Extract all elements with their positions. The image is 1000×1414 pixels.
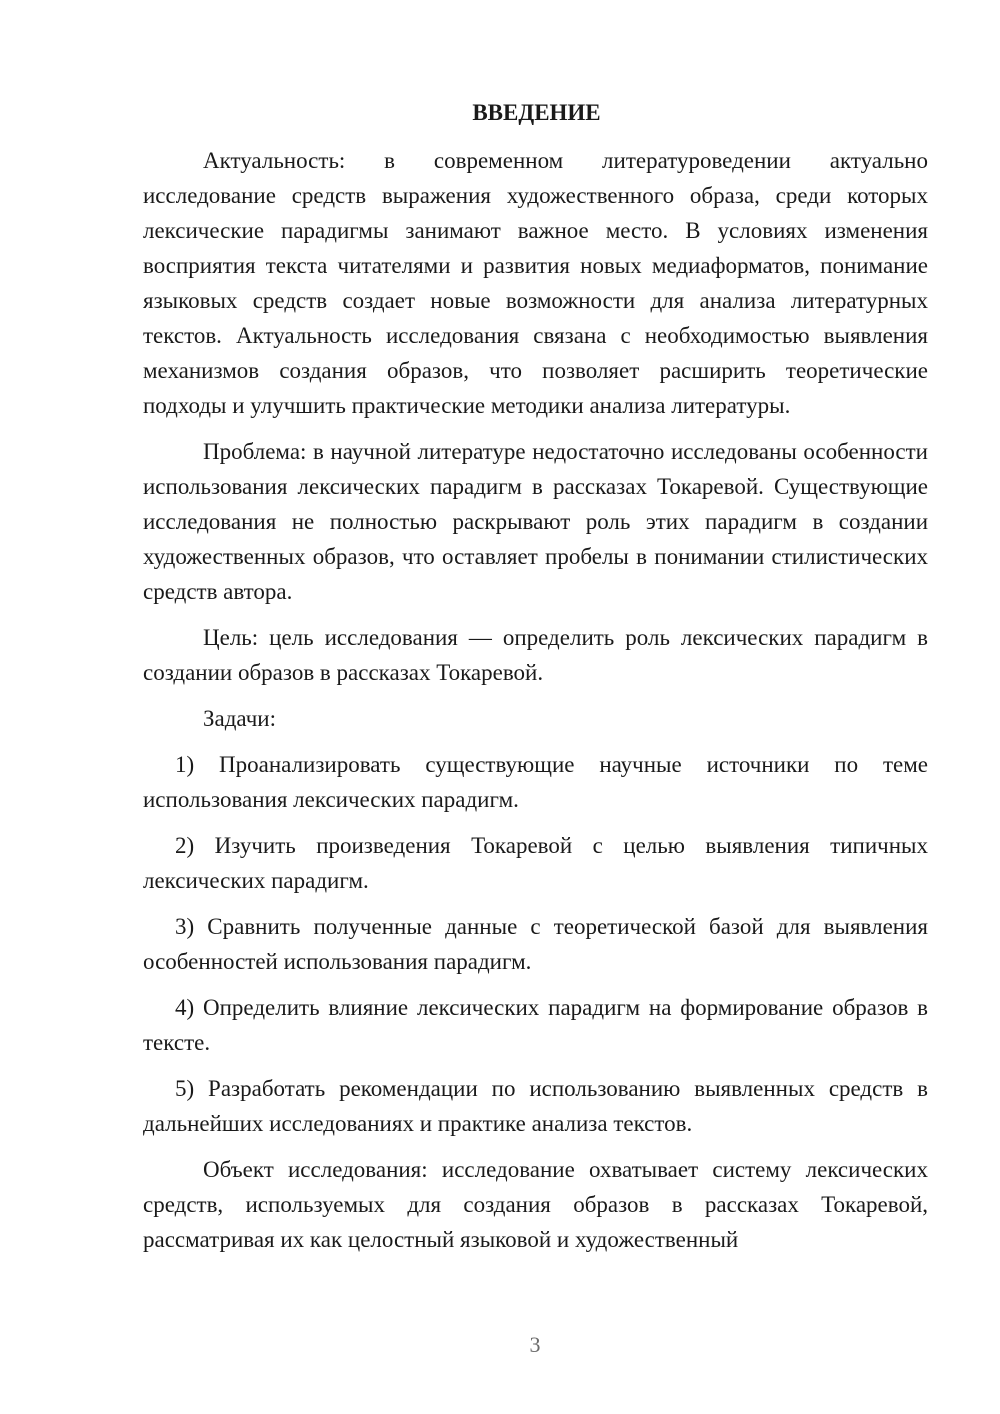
task-item-5: 5) Разработать рекомендации по использованию выявленных средств в дальнейших исследованиях и практике анализа текстов. [143,1076,928,1136]
page-number: 3 [529,1332,541,1357]
task-item-2: 2) Изучить произведения Токаревой с целью выявления типичных лексических парадигм. [143,833,928,893]
object-paragraph: Объект исследования: исследование охватывает систему лексических средств, используемых для создания образов в рассказах Токаревой, рассматривая их как целостный языковой и художественный [143,1157,928,1252]
problem-paragraph: Проблема: в научной литературе недостаточно исследованы особенности использования лексических парадигм в рассказах Токаревой. Существующие исследования не полностью раскрывают роль этих парадигм в создании художественных образов, что оставляет пробелы в понимании стилистических средств автора. [143,439,928,604]
page-body [143,95,928,1268]
task-item-3: 3) Сравнить полученные данные с теоретической базой для выявления особенностей использования парадигм. [143,914,928,974]
goal-paragraph: Цель: цель исследования — определить роль лексических парадигм в создании образов в рассказах Токаревой. [143,625,928,685]
task-item-1: 1) Проанализировать существующие научные источники по теме использования лексических парадигм. [143,752,928,812]
tasks-label: Задачи: [203,706,276,731]
section-heading: ВВЕДЕНИЕ [472,100,601,125]
relevance-paragraph: Актуальность: в современном литературоведении актуально исследование средств выражения художественного образа, среди которых лексические парадигмы занимают важное место. В условиях изменения восприятия текста читателями и развития новых медиаформатов, понимание языковых средств создает новые возможности для анализа литературных текстов. Актуальность исследования связана с необходимостью выявления механизмов создания образов, что позволяет расширить теоретические подходы и улучшить практические методики анализа литературы. [143,148,928,418]
task-item-4: 4) Определить влияние лексических парадигм на формирование образов в тексте. [143,995,928,1055]
